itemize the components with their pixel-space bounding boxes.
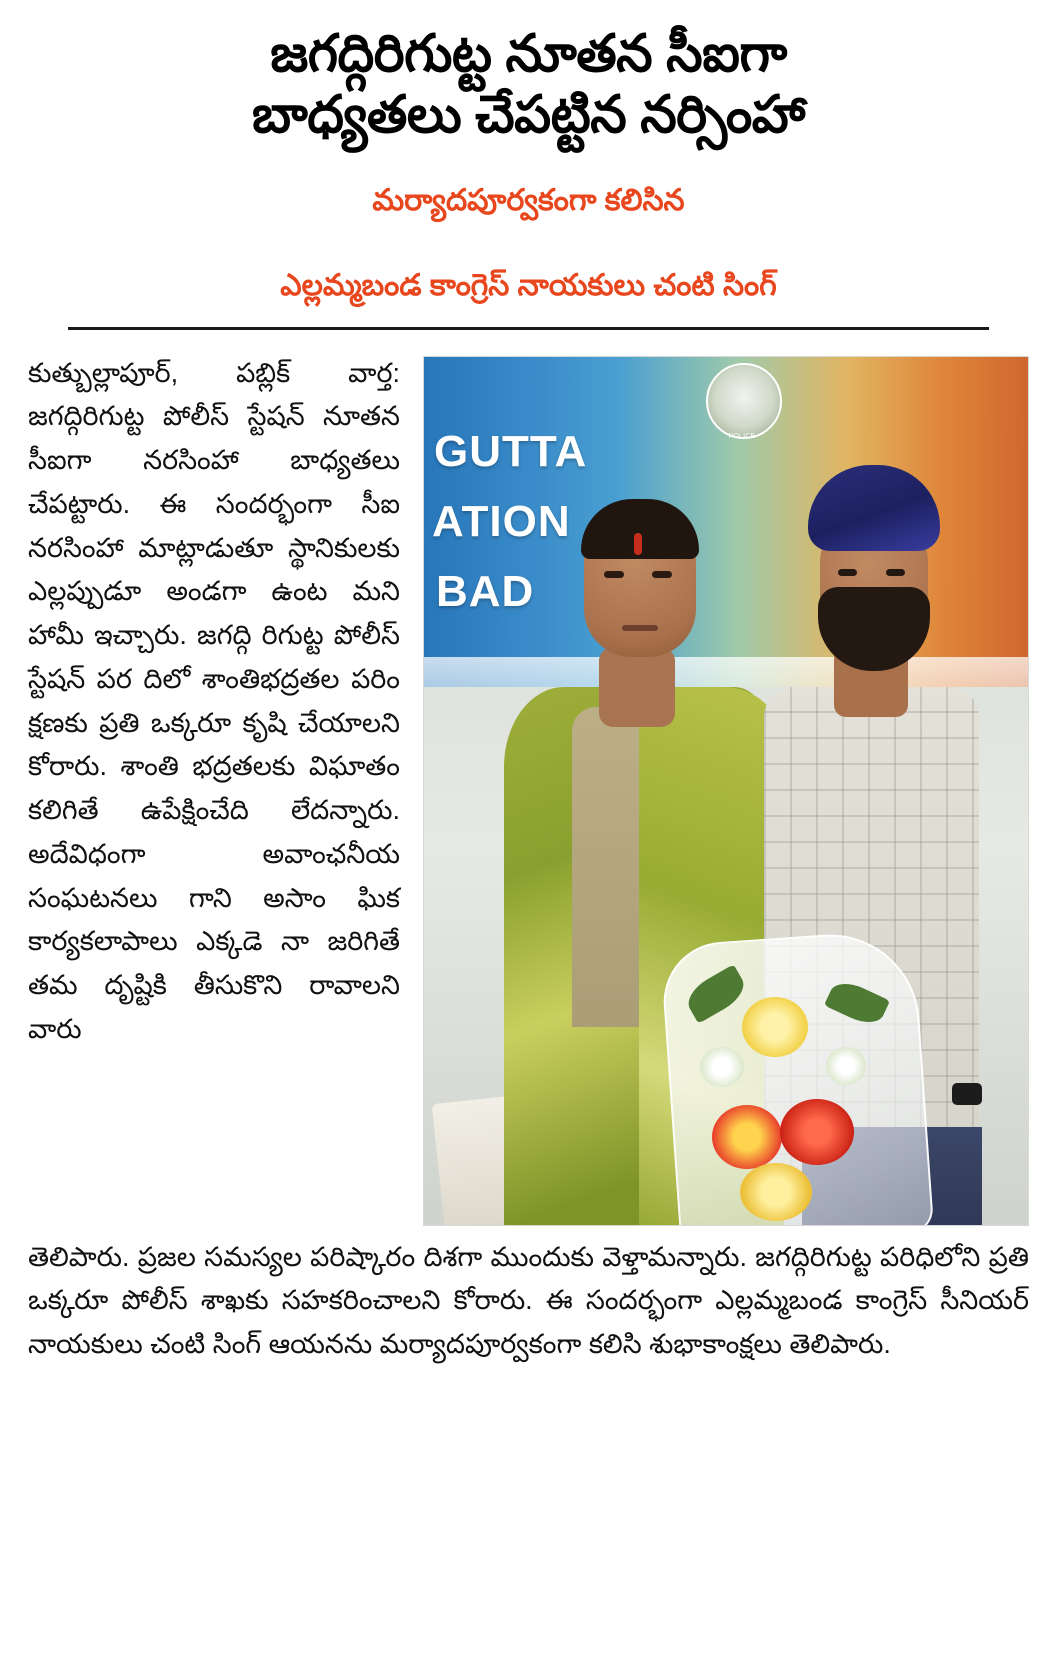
officer-mouth — [622, 625, 658, 631]
headline-line-1: జగద్గిరిగుట్ట నూతన సీఐగా — [270, 25, 787, 83]
subheadline-line-1: మర్యాదపూర్వకంగా కలిసిన — [372, 183, 685, 217]
bouquet-flower-white-right — [826, 1047, 866, 1085]
officer-eye-left — [604, 571, 624, 578]
police-emblem-icon — [706, 363, 782, 439]
bouquet-flower-white-left — [700, 1047, 744, 1087]
subheadline-line-2: ఎల్లమ్మబండ కాంగ్రెస్ నాయకులు చంటి సింగ్ — [280, 268, 777, 302]
bouquet-flower-yellow-bottom — [740, 1163, 812, 1221]
banner-text-line-3: BAD — [436, 566, 535, 616]
visitor-eye-left — [838, 569, 857, 576]
bouquet-flower-red — [780, 1099, 854, 1165]
article-photo — [423, 356, 1029, 1226]
visitor-wristwatch — [952, 1083, 982, 1105]
bouquet-flower-yellow-top — [742, 997, 808, 1057]
article-lead-column: కుత్బుల్లాపూర్, పబ్లిక్ వార్త: జగద్గిరిగుట్ట పోలీస్ స్టేషన్ నూతన సీఐగా నరసింహా బాధ్యతలు చేపట్టారు. ఈ సందర్భంగా సీఐ నరసింహా మాట్లాడుతూ స్థానికులకు ఎల్లప్పుడూ అండగా ఉంట మని హామీ ఇచ్చారు. జగద్గి రిగుట్ట పోలీస్ స్టేషన్ పర దిలో శాంతిభద్రతల పరిం క్షణకు ప్రతి ఒక్కరూ కృషి చేయాలని కోరారు. శాంతి భద్రతలకు విఘాతం కలిగితే ఉపేక్షించేది లేదన్నారు. అదేవిధంగా అవాంఛనీయ సంఘటనలు గాని అసాం ఘిక కార్యకలాపాలు ఎక్కడె నా జరిగితే తమ దృష్టికి తీసుకొని రావాలని వారు — [28, 357, 400, 1044]
officer-neck — [599, 647, 675, 727]
banner-text-line-2: ATION — [432, 496, 571, 546]
bouquet-flower-orange — [712, 1105, 782, 1169]
article-body — [28, 352, 1029, 1367]
officer-eye-right — [652, 571, 672, 578]
article-continued-text: తెలిపారు. ప్రజల సమస్యల పరిష్కారం దిశగా ముందుకు వెళ్తామన్నారు. జగద్గిరిగుట్ట పరిధిలోని ప్రతి ఒక్కరూ పోలీస్ శాఖకు సహకరించాలని కోరారు. ఈ సందర్భంగా ఎల్లమ్మబండ కాంగ్రెస్ సీనియర్ నాయకులు చంటి సింగ్ ఆయనను మర్యాదపూర్వకంగా కలిసి శుభాకాంక్షలు తెలిపారు. — [28, 1241, 1029, 1360]
header-divider — [68, 327, 989, 330]
visitor-eye-right — [886, 569, 905, 576]
banner-text-line-1: GUTTA — [434, 426, 588, 476]
page-title — [28, 24, 1029, 147]
police-emblem-caption: POLICE — [728, 432, 756, 440]
officer-tilak — [634, 533, 642, 555]
headline-line-2: బాధ్యతలు చేపట్టిన నర్సింహా — [251, 86, 805, 145]
